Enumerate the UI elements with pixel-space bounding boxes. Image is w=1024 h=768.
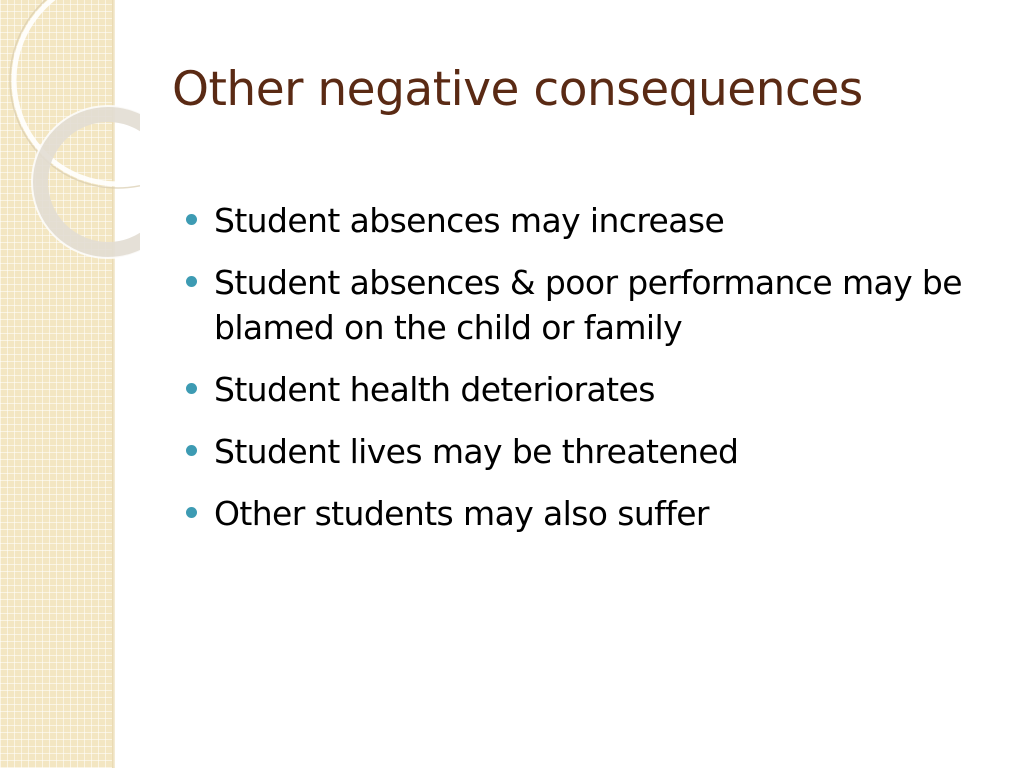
bullet-item <box>186 429 986 474</box>
decorative-rings-icon <box>0 0 140 260</box>
slide-title: Other negative consequences <box>172 62 863 117</box>
bullet-text: Student health deteriorates <box>214 370 655 409</box>
bullet-text: Student absences may increase <box>214 201 725 240</box>
bullet-text: Other students may also suffer <box>214 494 709 533</box>
bullet-item <box>186 198 986 243</box>
bullet-item <box>186 367 986 412</box>
bullet-icon <box>186 445 197 456</box>
bullet-list <box>186 198 986 553</box>
bullet-icon <box>186 276 197 287</box>
bullet-icon <box>186 507 197 518</box>
bullet-item <box>186 491 986 536</box>
bullet-item <box>186 260 986 350</box>
bullet-icon <box>186 383 197 394</box>
bullet-text: Student lives may be threatened <box>214 432 739 471</box>
bullet-icon <box>186 214 197 225</box>
bullet-text: Student absences & poor performance may be blamed on the child or family <box>214 263 962 347</box>
